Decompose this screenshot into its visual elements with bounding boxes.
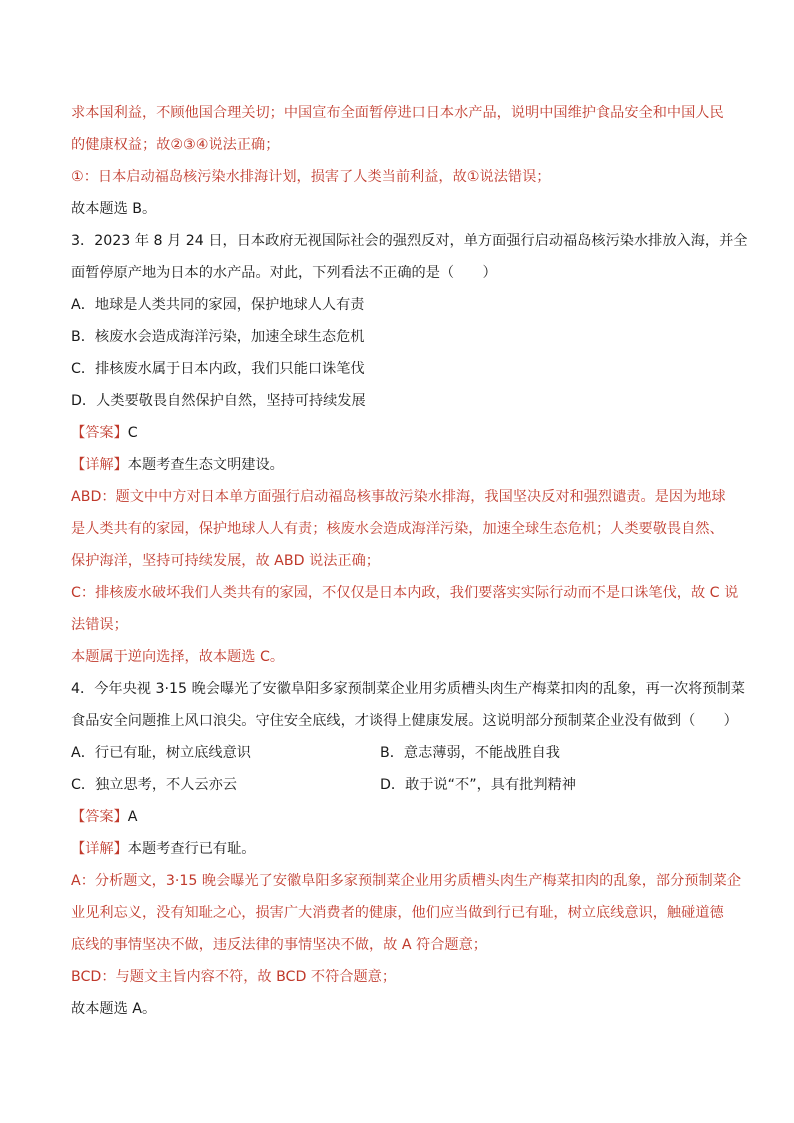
question-3-detail	[71, 455, 284, 475]
explanation-line: 底线的事情坚决不做，违反法律的事情坚决不做，故 A 符合题意；	[71, 937, 487, 953]
answer-value: A	[127, 809, 138, 825]
explanation-line: 保护海洋，坚持可持续发展，故 ABD 说法正确；	[71, 553, 380, 569]
question-4-option-d: D．敢于说“不”，具有批判精神	[380, 777, 576, 793]
detail-tag: 【详解】	[71, 457, 128, 473]
answer-tag: 【答案】	[71, 425, 128, 441]
question-4-detail	[71, 839, 255, 859]
explanation-line: 是人类共有的家园，保护地球人人有责；核废水会造成海洋污染，加速全球生态危机；人类要敬畏自然、	[71, 521, 724, 537]
conclusion-line: 故本题选 B。	[71, 201, 157, 217]
explanation-line: BCD：与题文主旨内容不符，故 BCD 不符合题意；	[71, 969, 397, 985]
question-3-stem: 面暂停原产地为日本的水产品。对此，下列看法不正确的是（ ）	[71, 265, 497, 281]
question-4-answer	[71, 807, 137, 827]
explanation-line: 的健康权益；故②③④说法正确；	[71, 137, 280, 153]
conclusion-line: 故本题选 A。	[71, 1001, 157, 1017]
explanation-line: 求本国利益，不顾他国合理关切；中国宣布全面暂停进口日本水产品，说明中国维护食品安全和中国人民	[71, 105, 724, 121]
answer-value: C	[127, 425, 138, 441]
question-3-option-a: A．地球是人类共同的家园，保护地球人人有责	[71, 297, 365, 313]
explanation-line: 业见利忘义，没有知耻之心，损害广大消费者的健康，他们应当做到行已有耻，树立底线意识，触碰道德	[71, 905, 724, 921]
question-3-option-d: D．人类要敬畏自然保护自然，坚持可持续发展	[71, 393, 366, 409]
question-4-option-b: B．意志薄弱，不能战胜自我	[380, 745, 560, 761]
explanation-line: ABD：题文中中方对日本单方面强行启动福岛核事故污染水排海，我国坚决反对和强烈谴责。是因为地球	[71, 489, 726, 505]
explanation-line: ①：日本启动福岛核污染水排海计划，损害了人类当前利益，故①说法错误；	[71, 169, 551, 185]
answer-tag: 【答案】	[71, 809, 128, 825]
question-3-option-b: B．核废水会造成海洋污染，加速全球生态危机	[71, 329, 365, 345]
question-3-stem: 3．2023 年 8 月 24 日，日本政府无视国际社会的强烈反对，单方面强行启动福岛核污染水排放入海，并全	[71, 233, 748, 249]
detail-text: 本题考查行已有耻。	[127, 841, 256, 857]
detail-tag: 【详解】	[71, 841, 128, 857]
question-3-answer	[71, 423, 138, 443]
question-3-option-c: C．排核废水属于日本内政，我们只能口诛笔伐	[71, 361, 365, 377]
question-4-stem: 食品安全问题推上风口浪尖。守住安全底线，才谈得上健康发展。这说明部分预制菜企业没有做到（ ）	[71, 713, 738, 729]
detail-text: 本题考查生态文明建设。	[127, 457, 284, 473]
explanation-line: A：分析题文，3·15 晚会曝光了安徽阜阳多家预制菜企业用劣质槽头肉生产梅菜扣肉的乱象，部分预制菜企	[71, 873, 742, 889]
explanation-line: C：排核废水破坏我们人类共有的家园，不仅仅是日本内政，我们要落实实际行动而不是口诛笔伐，故 C 说	[71, 585, 739, 601]
question-4-option-a: A．行已有耻，树立底线意识	[71, 745, 251, 761]
explanation-line: 法错误；	[71, 617, 128, 633]
explanation-line: 本题属于逆向选择，故本题选 C。	[71, 649, 285, 665]
question-4-stem: 4．今年央视 3·15 晚会曝光了安徽阜阳多家预制菜企业用劣质槽头肉生产梅菜扣肉的乱象，再一次将预制菜	[71, 681, 745, 697]
question-4-option-c: C．独立思考，不人云亦云	[71, 777, 237, 793]
